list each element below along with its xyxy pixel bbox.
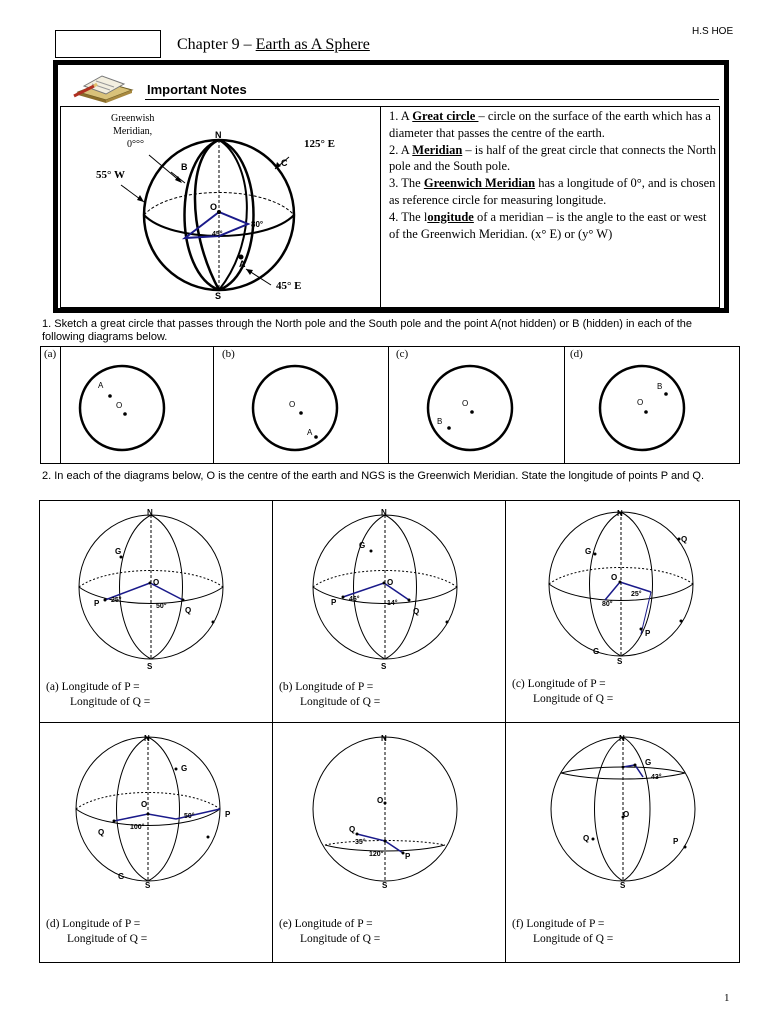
greenwich-label-line3: 0°°° <box>127 139 144 150</box>
angle-45-label: 45° <box>212 231 223 238</box>
q2f-n: N <box>619 734 625 743</box>
author-label: H.S HOE <box>692 26 734 37</box>
west-55-label: 55° W <box>96 169 125 181</box>
q2c-n: N <box>617 509 623 518</box>
q2e-angle-1: 35° <box>355 839 366 846</box>
east-45-label: 45° E <box>276 280 302 292</box>
q2e-diagram <box>313 734 457 890</box>
angle-80-label: 80° <box>251 220 264 229</box>
q2f-o: O <box>623 810 630 819</box>
q2f-q: Q <box>583 834 590 843</box>
q2a-angle-1: 25° <box>111 597 122 604</box>
q2e-n: N <box>381 734 387 743</box>
q2a-p: P <box>94 599 100 608</box>
books-icon <box>72 70 136 104</box>
q2c-p: P <box>645 629 651 638</box>
q2d-diagram <box>76 734 231 890</box>
q2b-q: Q <box>413 607 420 616</box>
chapter-title: Chapter 9 – Earth as A Sphere <box>177 36 370 53</box>
q2c-angle-1: 80° <box>602 601 613 608</box>
q2c-diagram <box>549 509 693 666</box>
q2e-angle-2: 120° <box>369 851 384 858</box>
q2a-angle-2: 50° <box>156 603 167 610</box>
q2c-g1: G <box>585 547 592 556</box>
q2b-angle-1: 46° <box>349 596 360 603</box>
q1c-point-b: B <box>437 417 443 426</box>
q2b-n: N <box>381 508 387 517</box>
q2f-p: P <box>673 837 679 846</box>
notes-text <box>389 108 719 242</box>
q2d-angle-1: 100° <box>130 824 145 831</box>
q1-label-b: (b) <box>222 348 235 360</box>
q2f-diagram <box>551 734 695 890</box>
q2b-p: P <box>331 598 337 607</box>
q1-label-d: (d) <box>570 348 583 360</box>
q2b-diagram <box>313 508 457 671</box>
globe-label-c: C <box>281 158 288 168</box>
q1a-point-a: A <box>98 381 104 390</box>
notes-divider <box>380 106 381 308</box>
q2c-g2: G <box>593 647 600 656</box>
greenwich-label-line1: Greenwish <box>111 113 155 124</box>
q2d-n: N <box>144 734 150 743</box>
q2e-o: O <box>377 796 384 805</box>
q2c-q: Q <box>681 535 688 544</box>
q2a-q: Q <box>185 606 192 615</box>
question-1-text: 1. Sketch a great circle that passes through the North pole and the South pole and the point A(not hidden) or B (hidden) in each of the following diagrams below. <box>42 318 693 343</box>
q1-circle-c <box>428 366 512 450</box>
q2a-g: G <box>115 547 122 556</box>
note-1: 1. A Great circle – circle on the surface of the earth which has a diameter that passes the centre of the earth. <box>389 109 711 140</box>
q2e-answer: (e) Longitude of P = Longitude of Q = <box>279 918 381 945</box>
q2b-angle-2: 14° <box>387 600 398 607</box>
q1-label-c: (c) <box>396 348 409 360</box>
q2b-g: G <box>359 541 366 550</box>
globe-label-o: O <box>210 202 218 212</box>
q2f-angle-1: 43° <box>651 774 662 781</box>
globe-diagram <box>61 107 379 307</box>
note-2: 2. A Meridian – is half of the great circle that connects the North pole and the South pole. <box>389 142 717 174</box>
q2d-q: Q <box>98 828 105 837</box>
q2a-s: S <box>147 662 153 671</box>
globe-label-b: B <box>181 162 188 172</box>
heading-rule <box>145 99 719 100</box>
q2f-s: S <box>620 881 626 890</box>
q2a-n: N <box>147 508 153 517</box>
q2a-answer: (a) Longitude of P = Longitude of Q = <box>46 681 151 708</box>
notes-heading: Important Notes <box>147 82 247 97</box>
q2d-p: P <box>225 810 231 819</box>
q2-diagrams <box>39 500 740 963</box>
q2b-s: S <box>381 662 387 671</box>
q1-label-a: (a) <box>44 348 57 360</box>
q1c-point-o: O <box>462 399 469 408</box>
q2d-angle-2: 50° <box>184 813 195 820</box>
greenwich-label-line2: Meridian, <box>113 126 153 137</box>
q1-circle-b <box>253 366 337 450</box>
q2e-q: Q <box>349 825 356 834</box>
q2d-answer: (d) Longitude of P = Longitude of Q = <box>46 918 148 945</box>
q1a-point-o: O <box>116 401 123 410</box>
q2d-s: S <box>145 881 151 890</box>
q2e-s: S <box>382 881 388 890</box>
q2a-o: O <box>153 578 160 587</box>
q1b-point-a: A <box>307 428 313 437</box>
q2c-answer: (c) Longitude of P = Longitude of Q = <box>512 678 614 705</box>
globe-label-a: A <box>239 259 246 269</box>
q1-circle-d <box>600 366 684 450</box>
q1-circle-a <box>80 366 164 450</box>
q1d-point-b: B <box>657 382 663 391</box>
q2c-s: S <box>617 657 623 666</box>
q2c-o: O <box>611 573 618 582</box>
globe-label-n: N <box>215 130 222 140</box>
globe-label-s: S <box>215 291 222 301</box>
note-3: 3. The Greenwich Meridian has a longitude of 0°, and is chosen as reference circle for measuring longitude. <box>389 176 716 207</box>
q2b-o: O <box>387 578 394 587</box>
name-box <box>55 30 161 58</box>
page-number: 1 <box>724 992 730 1004</box>
q2f-answer: (f) Longitude of P = Longitude of Q = <box>512 918 614 945</box>
q2d-g2: G <box>118 872 125 881</box>
q2b-answer: (b) Longitude of P = Longitude of Q = <box>279 681 381 708</box>
q2f-g: G <box>645 758 652 767</box>
q2d-g1: G <box>181 764 188 773</box>
q2a-diagram <box>79 508 223 671</box>
q1b-point-o: O <box>289 400 296 409</box>
q2d-o: O <box>141 800 148 809</box>
q1-circles <box>60 355 740 463</box>
question-2-text: 2. In each of the diagrams below, O is the centre of the earth and NGS is the Greenwich Meridian. State the longitude of points P and Q. <box>42 470 705 482</box>
east-125-label: 125° E <box>304 138 335 150</box>
q1d-point-o: O <box>637 398 644 407</box>
note-4: 4. The longitude of a meridian – is the angle to the east or west of the Greenwich Meridian. (x° E) or (y° W) <box>389 209 707 241</box>
q2e-p: P <box>405 852 411 861</box>
q2c-angle-2: 25° <box>631 591 642 598</box>
